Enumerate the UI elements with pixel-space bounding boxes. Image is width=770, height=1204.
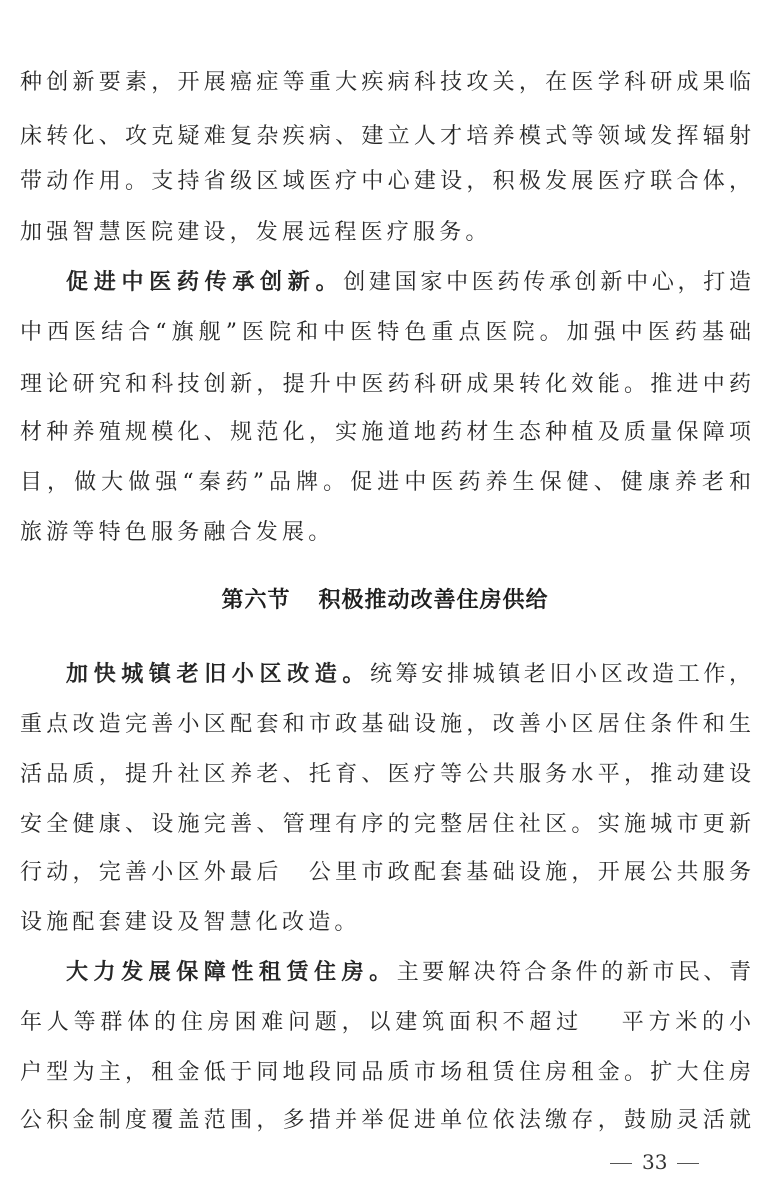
text-line: 床转化、攻克疑难复杂疾病、建立人才培养模式等领域发挥辐射: [20, 124, 751, 149]
text-line: 户型为主，租金低于同地段同品质市场租赁住房租金。扩大住房: [20, 1060, 751, 1085]
paragraph-lead-heading: 大力发展保障性租赁住房。: [66, 960, 397, 985]
text-line: 重点改造完善小区配套和市政基础设施，改善小区居住条件和生: [20, 712, 751, 737]
text-line: 加强智慧医院建设，发展远程医疗服务。: [20, 220, 492, 245]
text-span: 创建国家中医药传承创新中心，打造: [343, 270, 751, 295]
text-span: 统筹安排城镇老旧小区改造工作，: [370, 662, 751, 687]
text-span: 公里市政配套基础设施，开展公共服务: [304, 860, 751, 885]
paragraph-first-line: [66, 268, 751, 298]
paragraph-first-line: [66, 958, 751, 988]
text-line: [20, 858, 751, 888]
text-line: 目，做大做强“秦药”品牌。促进中医药养生保健、健康养老和: [20, 470, 751, 495]
paragraph-first-line: [66, 660, 751, 690]
text-line: 活品质，提升社区养老、托育、医疗等公共服务水平，推动建设: [20, 762, 751, 787]
footer-dash-right: [677, 1163, 699, 1164]
page-footer: [610, 1150, 730, 1178]
text-line: 安全健康、设施完善、管理有序的完整居住社区。实施城市更新: [20, 812, 751, 837]
text-span: 年人等群体的住房困难问题，以建筑面积不超过: [20, 1010, 583, 1035]
text-line: 中西医结合“旗舰”医院和中医特色重点医院。加强中医药基础: [20, 320, 751, 345]
footer-dash-left: [610, 1163, 632, 1164]
text-line: 理论研究和科技创新，提升中医药科研成果转化效能。推进中药: [20, 372, 751, 397]
text-line: 带动作用。支持省级区域医疗中心建设，积极发展医疗联合体，: [20, 169, 751, 194]
text-line: [20, 1008, 751, 1038]
paragraph-lead-heading: 加快城镇老旧小区改造。: [66, 662, 371, 687]
text-line: 材种养殖规模化、规范化，实施道地药材生态种植及质量保障项: [20, 420, 751, 445]
section-heading: [0, 586, 770, 616]
page-number: 33: [642, 1150, 668, 1174]
text-line: 设施配套建设及智慧化改造。: [20, 910, 361, 935]
text-span: 行动，完善小区外最后: [20, 860, 283, 885]
text-line: 公积金制度覆盖范围，多措并举促进单位依法缴存，鼓励灵活就: [20, 1108, 751, 1133]
section-number: 第六节: [221, 588, 291, 613]
text-span: 平方米的小: [616, 1010, 751, 1035]
text-line: 旅游等特色服务融合发展。: [20, 520, 335, 545]
text-line: 种创新要素，开展癌症等重大疾病科技攻关，在医学科研成果临: [20, 70, 751, 95]
paragraph-lead-heading: 促进中医药传承创新。: [66, 270, 344, 295]
section-title: 积极推动改善住房供给: [318, 588, 549, 613]
text-span: 主要解决符合条件的新市民、青: [396, 960, 751, 985]
